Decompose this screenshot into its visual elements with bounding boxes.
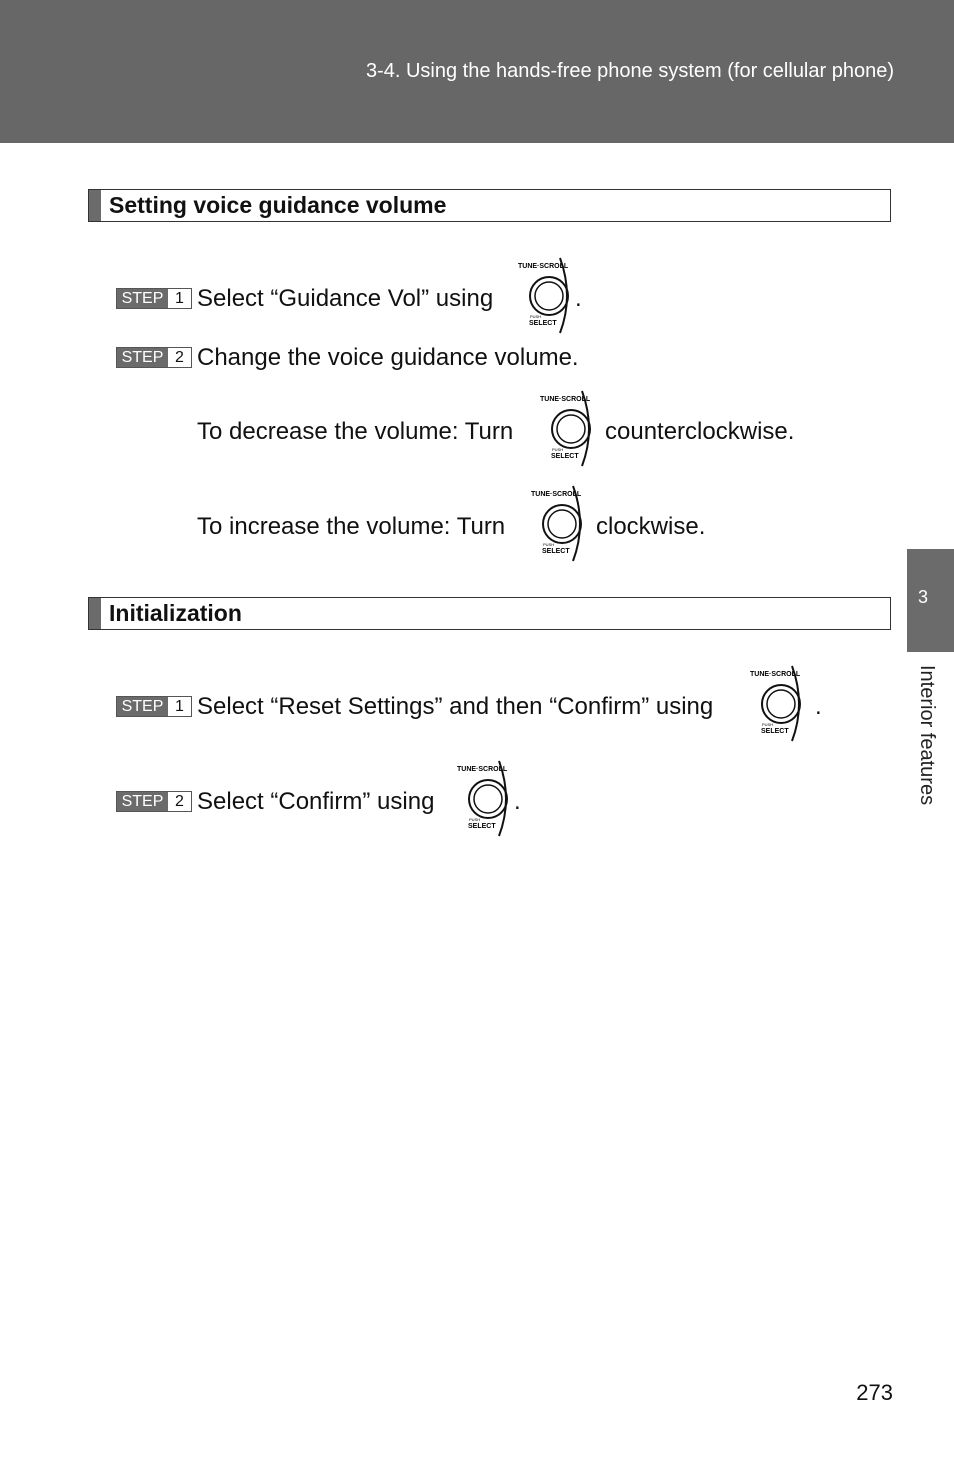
instruction-increase-suffix: clockwise. xyxy=(596,513,706,540)
step-badge xyxy=(116,791,192,812)
knob-bottom-label: SELECT xyxy=(542,548,570,555)
knob-push-label: PUSH xyxy=(530,314,542,319)
knob-push-label: PUSH xyxy=(762,722,774,727)
step-label: STEP xyxy=(117,792,168,811)
step-label: STEP xyxy=(117,697,168,716)
knob-push-label: PUSH xyxy=(469,817,481,822)
header-title: 3-4. Using the hands-free phone system (for cellular phone) xyxy=(365,60,894,82)
knob-bottom-label: SELECT xyxy=(468,823,496,830)
step-number: 2 xyxy=(168,348,191,367)
step-number: 1 xyxy=(168,289,191,308)
step-badge xyxy=(116,696,192,717)
step-suffix: . xyxy=(815,693,822,720)
tune-select-knob-icon xyxy=(538,389,602,469)
instruction-decrease-suffix: counterclockwise. xyxy=(605,418,795,445)
step-suffix: . xyxy=(514,788,521,815)
knob-top-label: TUNE·SCROLL xyxy=(531,491,582,498)
knob-bottom-label: SELECT xyxy=(551,453,579,460)
chapter-tab xyxy=(907,549,954,652)
section-title: Setting voice guidance volume xyxy=(109,192,447,218)
section-header-bar xyxy=(89,190,101,221)
instruction-increase-prefix: To increase the volume: Turn xyxy=(197,513,506,540)
knob-top-label: TUNE·SCROLL xyxy=(540,396,591,403)
step-number: 2 xyxy=(168,792,191,811)
chapter-number: 3 xyxy=(917,587,928,607)
knob-bottom-label: SELECT xyxy=(529,320,557,327)
knob-top-label: TUNE·SCROLL xyxy=(457,766,508,773)
section-header-initialization xyxy=(88,597,891,630)
instruction-decrease-prefix: To decrease the volume: Turn xyxy=(197,418,514,445)
section-title: Initialization xyxy=(109,600,242,626)
section-header-bar xyxy=(89,598,101,629)
tune-select-knob-icon xyxy=(748,664,812,744)
step-suffix: . xyxy=(575,285,582,312)
step-label: STEP xyxy=(117,289,168,308)
step-text: Select “Reset Settings” and then “Confirm” using xyxy=(197,693,714,720)
step-badge xyxy=(116,288,192,309)
knob-top-label: TUNE·SCROLL xyxy=(750,671,801,678)
step-text: Select “Guidance Vol” using xyxy=(197,285,494,312)
header-band xyxy=(0,0,954,143)
tune-select-knob-icon xyxy=(455,759,519,839)
tune-select-knob-icon xyxy=(529,484,593,564)
step-text: Change the voice guidance volume. xyxy=(197,344,579,371)
knob-top-label: TUNE·SCROLL xyxy=(518,263,569,270)
section-header-voice-guidance xyxy=(88,189,891,222)
knob-bottom-label: SELECT xyxy=(761,728,789,735)
step-label: STEP xyxy=(117,348,168,367)
knob-push-label: PUSH xyxy=(543,542,555,547)
chapter-label: Interior features xyxy=(916,665,938,806)
tune-select-knob-icon xyxy=(516,256,580,336)
step-badge xyxy=(116,347,192,368)
step-text: Select “Confirm” using xyxy=(197,788,435,815)
knob-push-label: PUSH xyxy=(552,447,564,452)
page-number: 273 xyxy=(856,1380,893,1405)
step-number: 1 xyxy=(168,697,191,716)
